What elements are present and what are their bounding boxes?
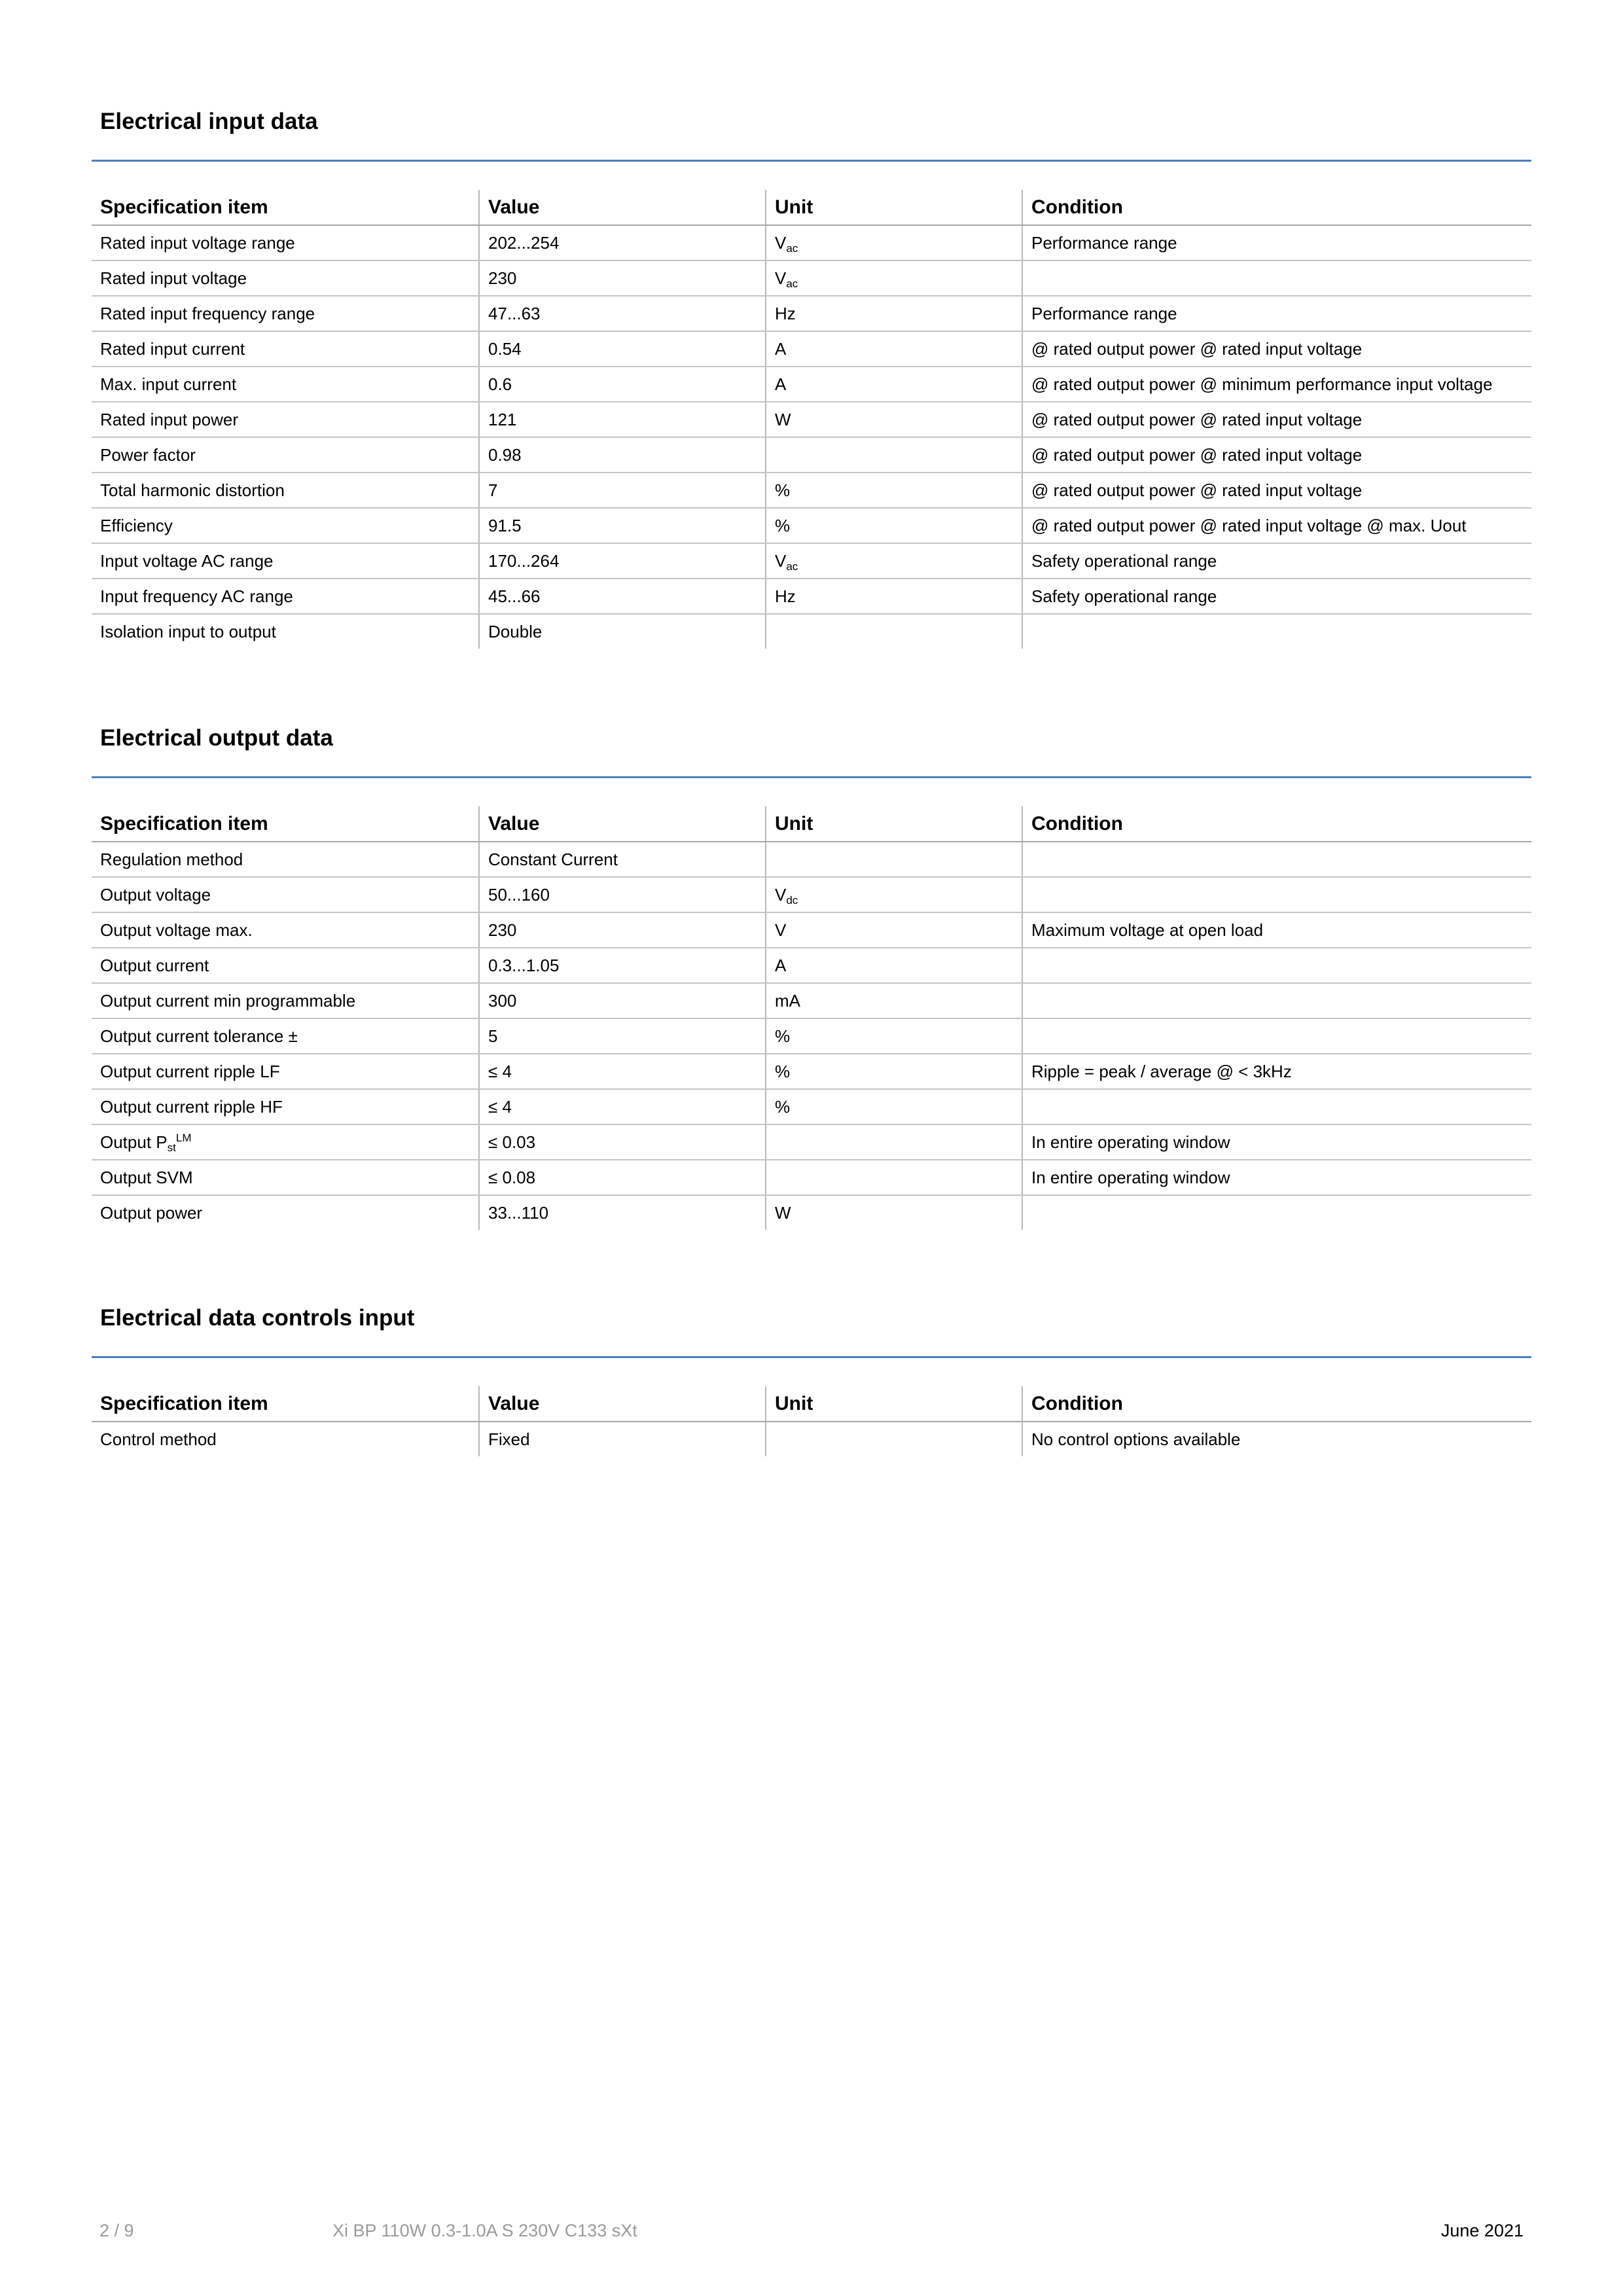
unit-cell (766, 1124, 1022, 1160)
unit-cell: W (766, 1195, 1022, 1230)
table-row (92, 877, 1531, 912)
spec-item-cell: Output current min programmable (92, 983, 479, 1018)
value-cell: Double (479, 614, 766, 649)
spec-item-cell: Rated input current (92, 331, 479, 367)
unit-cell (766, 1422, 1022, 1456)
value-cell: ≤ 0.03 (479, 1124, 766, 1160)
footer-product-name: Xi BP 110W 0.3-1.0A S 230V C133 sXt (332, 2221, 637, 2240)
spec-item-cell: Output voltage max. (92, 912, 479, 948)
spec-item-cell: Output current tolerance ± (92, 1018, 479, 1054)
table-row (92, 1124, 1531, 1160)
condition-cell (1022, 948, 1531, 983)
value-cell: 202...254 (479, 225, 766, 260)
table-row (92, 543, 1531, 579)
value-cell: 45...66 (479, 579, 766, 614)
condition-cell: Safety operational range (1022, 543, 1531, 579)
section-title: Electrical output data (100, 725, 333, 751)
unit-subscript: ac (786, 560, 798, 573)
condition-cell (1022, 877, 1531, 912)
unit-subscript: ac (786, 242, 798, 255)
table-row (92, 912, 1531, 948)
value-cell: 47...63 (479, 296, 766, 331)
unit-cell: Hz (766, 296, 1022, 331)
table-row (92, 614, 1531, 649)
column-header-unit: Unit (766, 806, 1022, 842)
value-cell: 0.3...1.05 (479, 948, 766, 983)
table-row (92, 473, 1531, 508)
section-divider (92, 776, 1531, 778)
unit-cell (766, 614, 1022, 649)
condition-cell: @ rated output power @ rated input voltage (1022, 437, 1531, 473)
table-row (92, 579, 1531, 614)
spec-item-cell: Isolation input to output (100, 621, 276, 641)
item-subscript: st (167, 1141, 176, 1154)
spec-item-cell: Efficiency (92, 508, 479, 543)
footer-page-number: 2 / 9 (99, 2221, 134, 2240)
unit-subscript: dc (786, 893, 798, 906)
column-header-unit: Unit (766, 190, 1022, 225)
table-row (92, 225, 1531, 260)
value-cell: 5 (479, 1018, 766, 1054)
value-cell: 230 (479, 260, 766, 296)
column-header-condition: Condition (1022, 1386, 1531, 1422)
section-divider (92, 160, 1531, 162)
value-cell: 170...264 (479, 543, 766, 579)
condition-cell: @ rated output power @ rated input voltage (1022, 402, 1531, 437)
table-row (92, 260, 1531, 296)
table-row (92, 1018, 1531, 1054)
unit-cell: Vac (766, 260, 1022, 296)
table-row (92, 367, 1531, 402)
table-row (92, 983, 1531, 1018)
spec-item-cell: Output current ripple LF (92, 1054, 479, 1089)
unit-cell: A (766, 331, 1022, 367)
unit-cell: % (766, 473, 1022, 508)
table-row (92, 331, 1531, 367)
condition-cell: @ rated output power @ rated input voltage (1022, 331, 1531, 367)
table-row (92, 1422, 1531, 1456)
section-title: Electrical input data (100, 109, 318, 134)
condition-cell (1022, 1089, 1531, 1124)
unit-cell (766, 437, 1022, 473)
table-row (92, 842, 1531, 877)
spec-item-cell: Output power (100, 1202, 203, 1223)
condition-cell: In entire operating window (1022, 1160, 1531, 1195)
value-cell: 50...160 (479, 877, 766, 912)
spec-table-controls-input (92, 1386, 1531, 1456)
unit-cell: % (766, 1018, 1022, 1054)
spec-item-cell: Output Pst$^{LM}$ (92, 1124, 479, 1160)
spec-table-electrical-input (92, 190, 1531, 649)
table-header-row (92, 806, 1531, 842)
table-row (92, 1195, 1531, 1230)
table-row (92, 296, 1531, 331)
unit-cell: Vac (766, 543, 1022, 579)
spec-item-cell: Output current ripple HF (92, 1089, 479, 1124)
spec-item-cell: Output current (92, 948, 479, 983)
spec-item-cell: Total harmonic distortion (92, 473, 479, 508)
spec-item-cell: Power factor (92, 437, 479, 473)
condition-cell: Maximum voltage at open load (1022, 912, 1531, 948)
spec-item-cell: Rated input voltage range (92, 225, 479, 260)
value-cell: 0.6 (479, 367, 766, 402)
column-header-spec-item: Specification item (92, 190, 479, 225)
column-header-unit: Unit (766, 1386, 1022, 1422)
footer-date: June 2021 (1440, 2221, 1524, 2240)
condition-cell: Performance range (1022, 296, 1531, 331)
table-row (92, 1089, 1531, 1124)
value-cell: 33...110 (479, 1195, 766, 1230)
condition-cell: Ripple = peak / average @ < 3kHz (1022, 1054, 1531, 1089)
value-cell: ≤ 4 (479, 1054, 766, 1089)
spec-table-electrical-output (92, 806, 1531, 1230)
condition-cell: No control options available (1022, 1422, 1531, 1456)
unit-cell (766, 1160, 1022, 1195)
condition-cell: Safety operational range (1022, 579, 1531, 614)
table-header-row (92, 1386, 1531, 1422)
unit-cell: W (766, 402, 1022, 437)
value-cell: 0.98 (479, 437, 766, 473)
unit-cell: % (766, 508, 1022, 543)
value-cell: ≤ 0.08 (479, 1160, 766, 1195)
column-header-value: Value (479, 1386, 766, 1422)
value-cell: 230 (479, 912, 766, 948)
condition-cell (1022, 614, 1531, 649)
unit-cell: % (766, 1089, 1022, 1124)
unit-cell (766, 842, 1022, 877)
column-header-condition: Condition (1022, 806, 1531, 842)
item-superscript: LM (175, 1131, 192, 1144)
value-cell: 0.54 (479, 331, 766, 367)
spec-item-cell: Output voltage (92, 877, 479, 912)
table-row (92, 508, 1531, 543)
condition-cell (1022, 1195, 1531, 1230)
section-title: Electrical data controls input (100, 1305, 415, 1331)
table-row (92, 437, 1531, 473)
value-cell: 121 (479, 402, 766, 437)
unit-cell: % (766, 1054, 1022, 1089)
value-cell: Constant Current (479, 842, 766, 877)
spec-item-cell: Rated input frequency range (92, 296, 479, 331)
unit-cell: A (766, 367, 1022, 402)
unit-cell: mA (766, 983, 1022, 1018)
unit-cell: A (766, 948, 1022, 983)
column-header-value: Value (479, 190, 766, 225)
condition-cell: Performance range (1022, 225, 1531, 260)
condition-cell (1022, 260, 1531, 296)
table-header-row (92, 190, 1531, 225)
unit-cell: Vdc (766, 877, 1022, 912)
spec-item-cell: Max. input current (92, 367, 479, 402)
value-cell: 300 (479, 983, 766, 1018)
condition-cell: In entire operating window (1022, 1124, 1531, 1160)
value-cell: Fixed (479, 1422, 766, 1456)
condition-cell: @ rated output power @ rated input voltage (1022, 473, 1531, 508)
spec-item-cell: Regulation method (92, 842, 479, 877)
value-cell: 91.5 (479, 508, 766, 543)
section-electrical-input (92, 106, 1531, 641)
unit-cell: V (766, 912, 1022, 948)
unit-subscript: ac (786, 277, 798, 290)
value-cell: 7 (479, 473, 766, 508)
condition-cell (1022, 842, 1531, 877)
table-row (92, 1054, 1531, 1089)
condition-cell (1022, 983, 1531, 1018)
section-divider (92, 1356, 1531, 1358)
column-header-spec-item: Specification item (92, 1386, 479, 1422)
table-row (92, 1160, 1531, 1195)
spec-item-cell: Control method (100, 1429, 217, 1449)
unit-cell: Hz (766, 579, 1022, 614)
spec-item-cell: Output SVM (92, 1160, 479, 1195)
condition-cell (1022, 1018, 1531, 1054)
spec-item-cell: Rated input power (92, 402, 479, 437)
condition-cell: @ rated output power @ rated input voltage @ max. Uout (1022, 508, 1531, 543)
section-electrical-output (92, 723, 1531, 1223)
spec-item-cell: Input frequency AC range (92, 579, 479, 614)
value-cell: ≤ 4 (479, 1089, 766, 1124)
column-header-value: Value (479, 806, 766, 842)
column-header-spec-item: Specification item (92, 806, 479, 842)
table-row (92, 948, 1531, 983)
spec-item-cell: Input voltage AC range (92, 543, 479, 579)
spec-item-cell: Rated input voltage (92, 260, 479, 296)
table-row (92, 402, 1531, 437)
column-header-condition: Condition (1022, 190, 1531, 225)
condition-cell: @ rated output power @ minimum performance input voltage (1022, 367, 1531, 402)
section-electrical-controls-input (92, 1302, 1531, 1449)
unit-cell: Vac (766, 225, 1022, 260)
